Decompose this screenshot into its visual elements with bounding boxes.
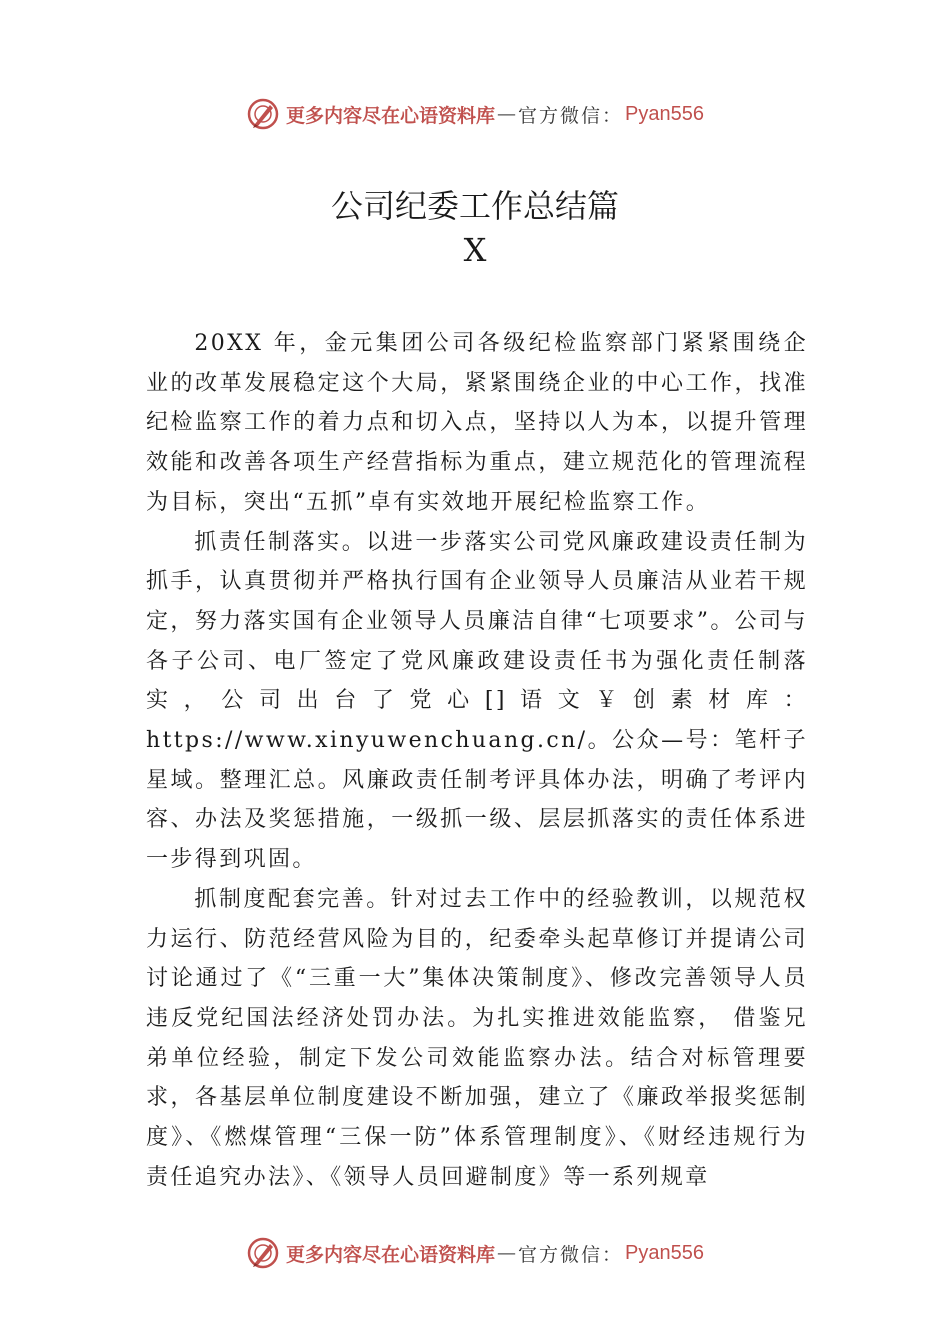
- footer-banner: [0, 1233, 950, 1273]
- banner-separator: —: [497, 1242, 517, 1264]
- wechat-id: Pyan556: [625, 102, 704, 125]
- document-body: [146, 324, 808, 1197]
- page-title: [0, 184, 950, 272]
- pen-logo-icon: [246, 1236, 280, 1270]
- brand-name: 更多内容尽在心语资料库: [286, 104, 496, 127]
- header-banner: [0, 94, 950, 134]
- pen-logo-icon: [246, 97, 280, 131]
- banner-separator: —: [497, 103, 517, 125]
- paragraph-intro: 20XX 年，金元集团公司各级纪检监察部门紧紧围绕企业的改革发展稳定这个大局，紧紧围绕企业的中心工作，找准纪检监察工作的着力点和切入点，坚持以人为本，以提升管理效能和改善各项生产经营指标为重点，建立规范化的管理流程为目标，突出“五抓”卓有实效地开展纪检监察工作。: [146, 331, 808, 515]
- brand-name: 更多内容尽在心语资料库: [286, 1243, 496, 1266]
- title-line-1: 公司纪委工作总结篇: [330, 187, 619, 225]
- paragraph-system: 抓制度配套完善。针对过去工作中的经验教训，以规范权力运行、防范经营风险为目的，纪委牵头起草修订并提请公司讨论通过了《“三重一大”集体决策制度》、修改完善领导人员违反党纪国法经济处罚办法。为扎实推进效能监察， 借鉴兄弟单位经验，制定下发公司效能监察办法。结合对标管理要求，各基层单位制度建设不断加强，建立了《廉政举报奖惩制度》、《燃煤管理“三保一防”体系管理制度》、《财经违规行为责任追究办法》、《领导人员回避制度》等一系列规章: [146, 886, 808, 1190]
- paragraph-responsibility: 抓责任制落实。以进一步落实公司党风廉政建设责任制为抓手，认真贯彻并严格执行国有企业领导人员廉洁从业若干规定，努力落实国有企业领导人员廉洁自律“七项要求”。公司与各子公司、电厂签定了党风廉政建设责任书为强化责任制落实，公司出台了党心[]语文￥创素材库：https://www.xinyuwenchuang.cn/。公众—号：笔杆子星域。整理汇总。风廉政责任制考评具体办法，明确了考评内容、办法及奖惩措施，一级抓一级、层层抓落实的责任体系进一步得到巩固。: [146, 529, 808, 873]
- wechat-id: Pyan556: [625, 1241, 704, 1264]
- wechat-label: 官方微信：: [518, 104, 624, 127]
- title-line-2: X: [463, 231, 487, 269]
- wechat-label: 官方微信：: [518, 1243, 624, 1266]
